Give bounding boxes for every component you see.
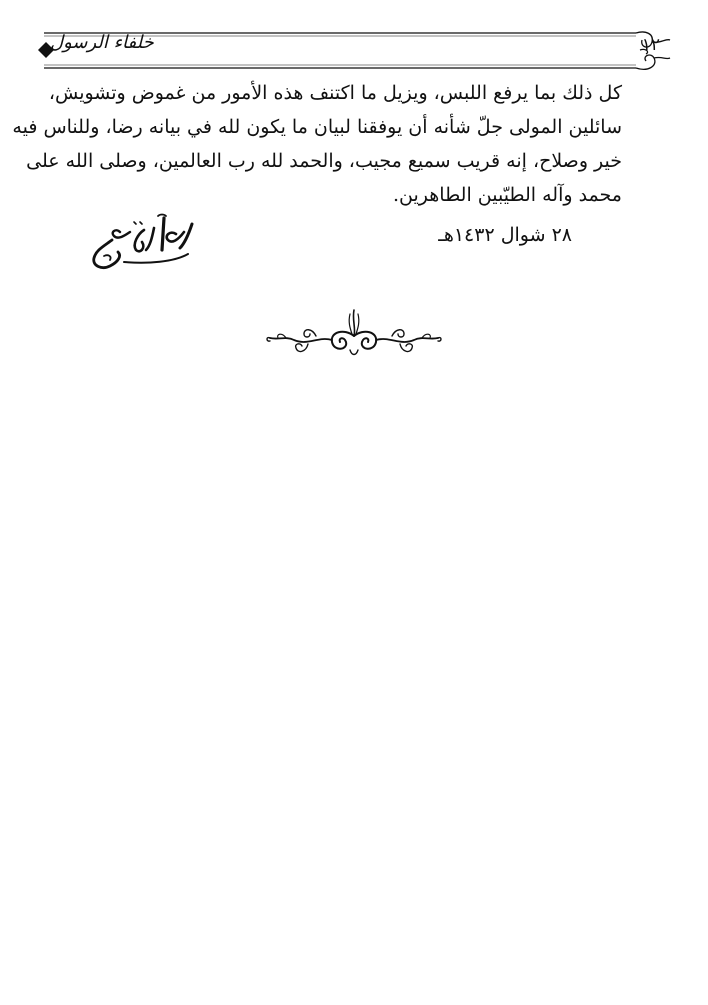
body-line: خير وصلاح، إنه قريب سميع مجيب، والحمد لله رب العالمين، وصلى الله على [26, 150, 622, 172]
page-number: ١٢ [641, 35, 660, 55]
decorative-flourish-icon [264, 306, 444, 360]
body-line: كل ذلك بما يرفع اللبس، ويزيل ما اكتنف هذه الأمور من غموض وتشويش، [48, 82, 622, 104]
decorative-flourish [264, 306, 444, 360]
page-header [36, 28, 672, 72]
running-title: خلفاء الرسول [50, 32, 154, 53]
signature [88, 210, 200, 274]
body-line: محمد وآله الطيّبين الطاهرين. [392, 184, 622, 206]
body-paragraph [12, 76, 622, 212]
body-line: سائلين المولى جلّ شأنه أن يوفقنا لبيان ما يكون لله في بيانه رضا، وللناس فيه [12, 116, 622, 138]
date-line: ٢٨ شوال ١٤٣٢هـ [438, 224, 572, 246]
handwritten-signature-icon [88, 210, 200, 274]
